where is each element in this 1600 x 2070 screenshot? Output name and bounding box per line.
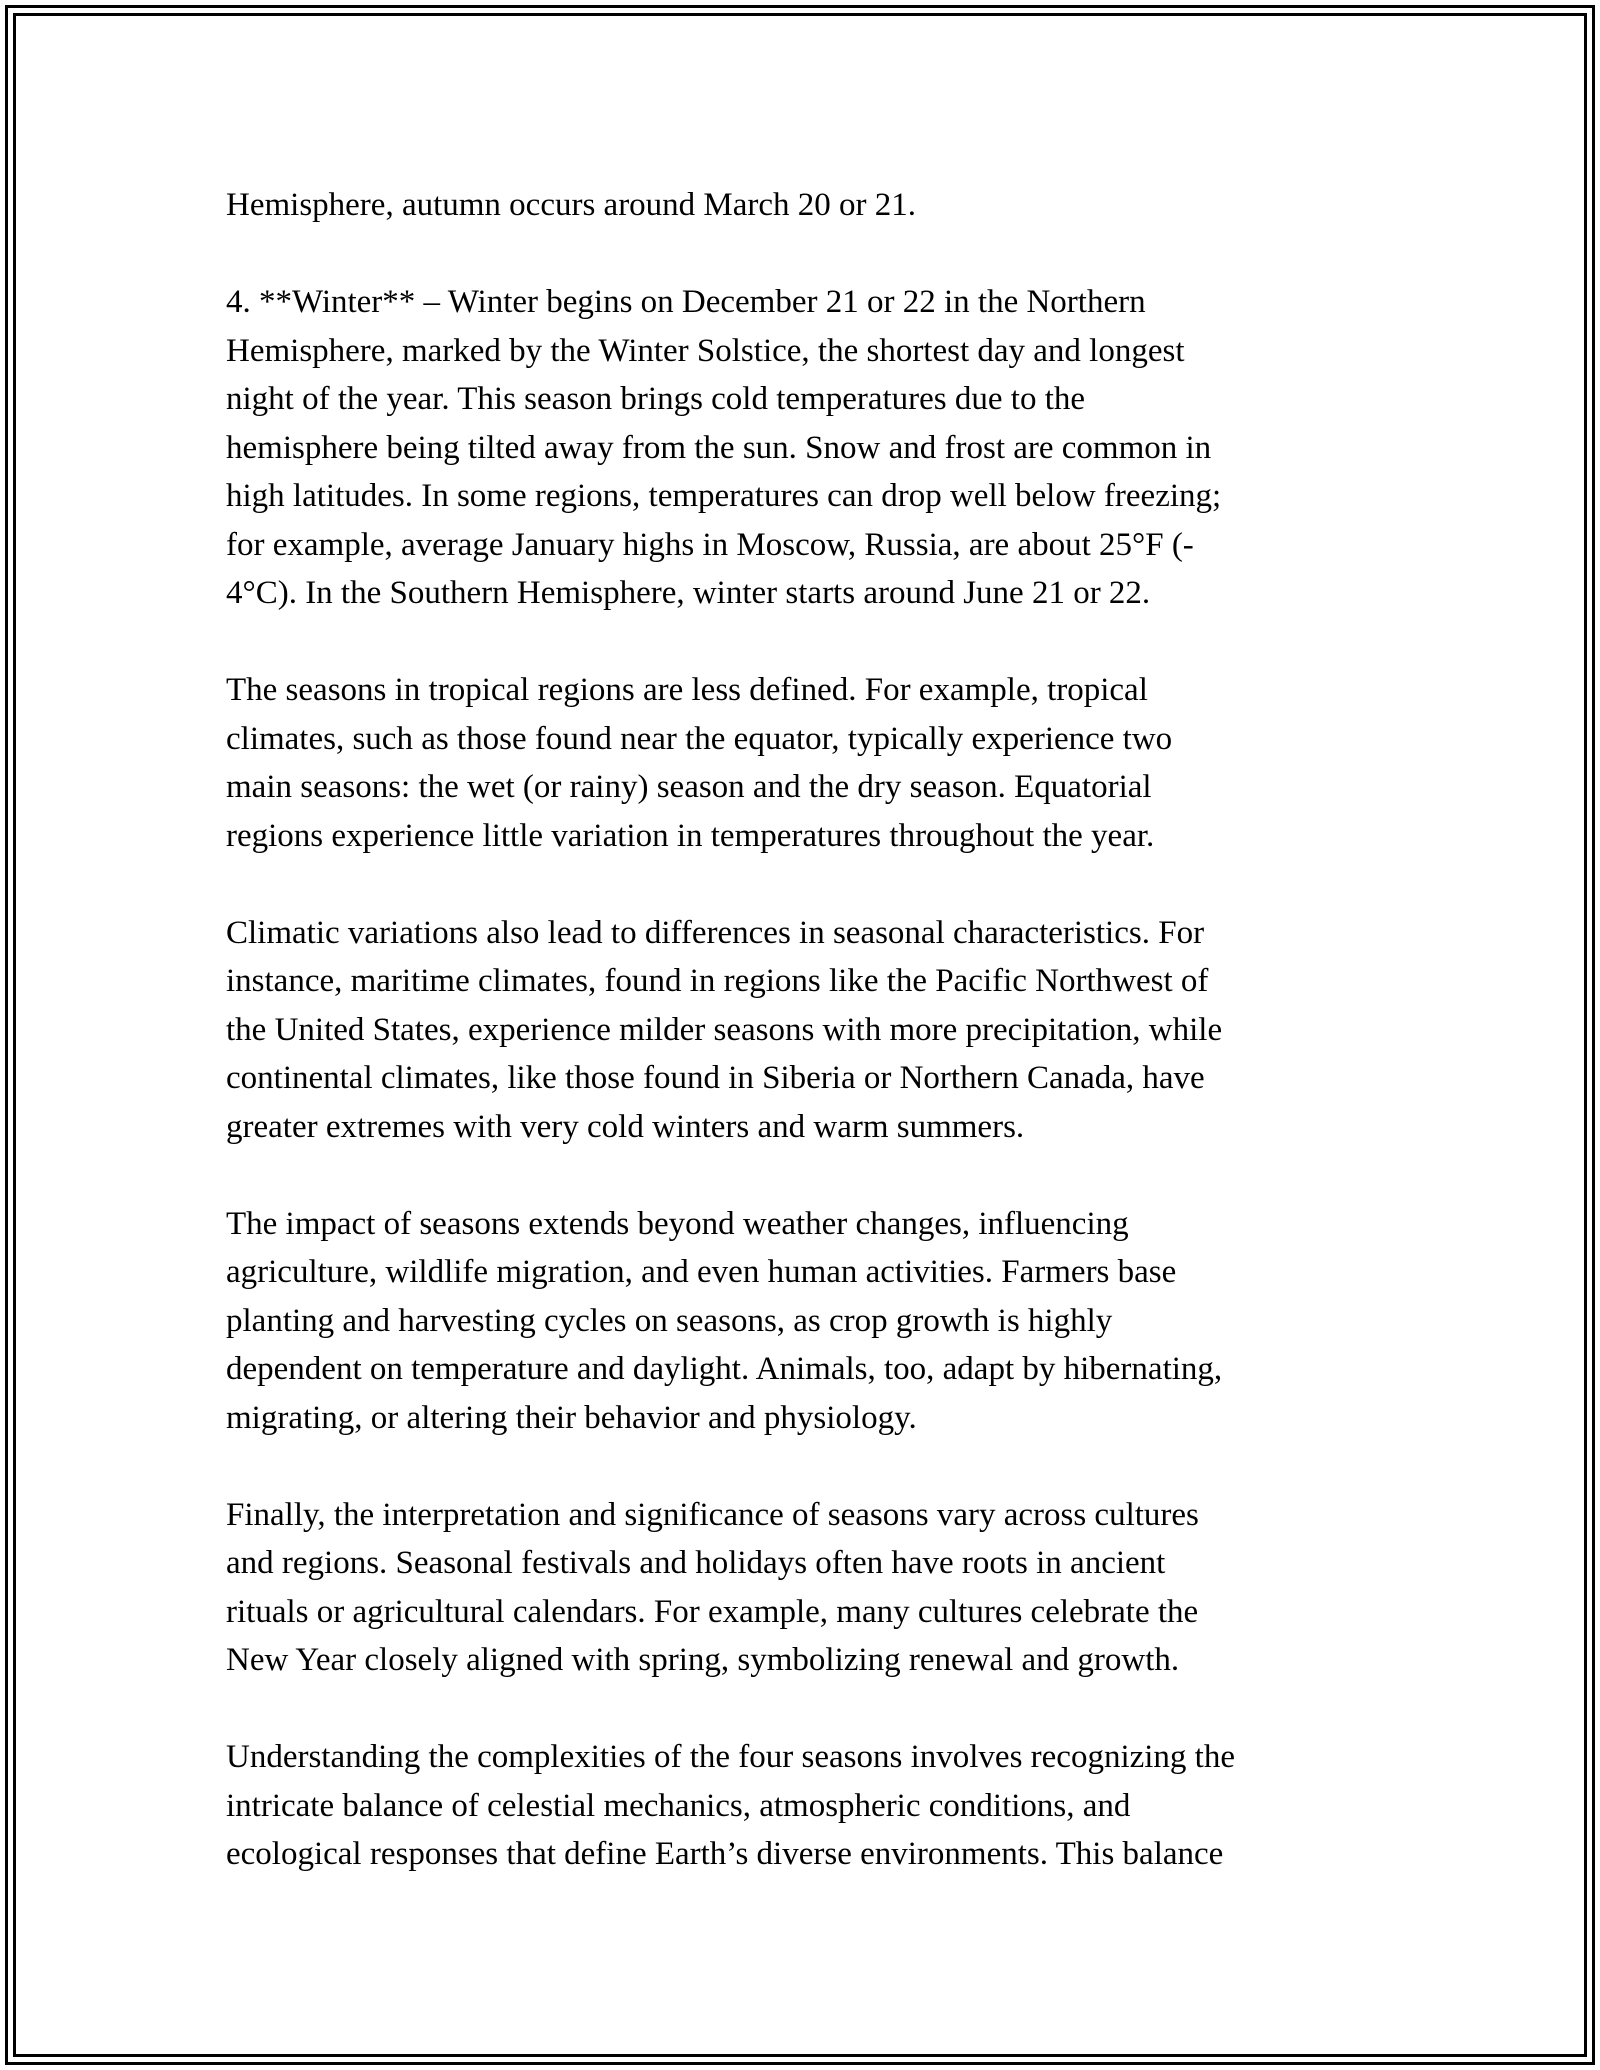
paragraph-impact-of-seasons: The impact of seasons extends beyond weather changes, influencing agriculture, wildlife migration, and even human activities. Farmers base planting and harvesting cycles on seasons, as crop growth is highly dependent on temperature and daylight. Animals, too, adapt by hibernating, migrating, or altering their behavior and physiology.: [226, 1205, 1223, 1436]
paragraph-winter: 4. **Winter** – Winter begins on December 21 or 22 in the Northern Hemisphere, marked by the Winter Solstice, the shortest day and longest night of the year. This season brings cold temperatures due to the hemisphere being tilted away from the sun. Snow and frost are common in high latitudes. In some regions, temperatures can drop well below freezing; for example, average January highs in Moscow, Russia, are about 25°F (- 4°C). In the Southern Hemisphere, winter starts around June 21 or 22.: [226, 284, 1222, 611]
paragraph-tropical-seasons: The seasons in tropical regions are less defined. For example, tropical climates, such as those found near the equator, typically experience two main seasons: the wet (or rainy) season and the dry season. Equatorial regions experience little variation in temperatures throughout the year.: [226, 672, 1173, 854]
paragraph-autumn-southern: Hemisphere, autumn occurs around March 20 or 21.: [226, 187, 917, 223]
paragraph-cultural-significance: Finally, the interpretation and significance of seasons vary across cultures and regions. Seasonal festivals and holidays often have roots in ancient rituals or agricultural calendars. For example, many cultures celebrate the New Year closely aligned with spring, symbolizing renewal and growth.: [226, 1496, 1199, 1678]
paragraph-climatic-variations: Climatic variations also lead to differences in seasonal characteristics. For instance, maritime climates, found in regions like the Pacific Northwest of the United States, experience milder seasons with more precipitation, while continental climates, like those found in Siberia or Northern Canada, have greater extremes with very cold winters and warm summers.: [226, 914, 1223, 1145]
document-body: [226, 181, 1376, 1879]
paragraph-understanding-complexities: Understanding the complexities of the four seasons involves recognizing the intricate balance of celestial mechanics, atmospheric conditions, and ecological responses that define Earth’s diverse environments. This balance: [226, 1739, 1235, 1872]
